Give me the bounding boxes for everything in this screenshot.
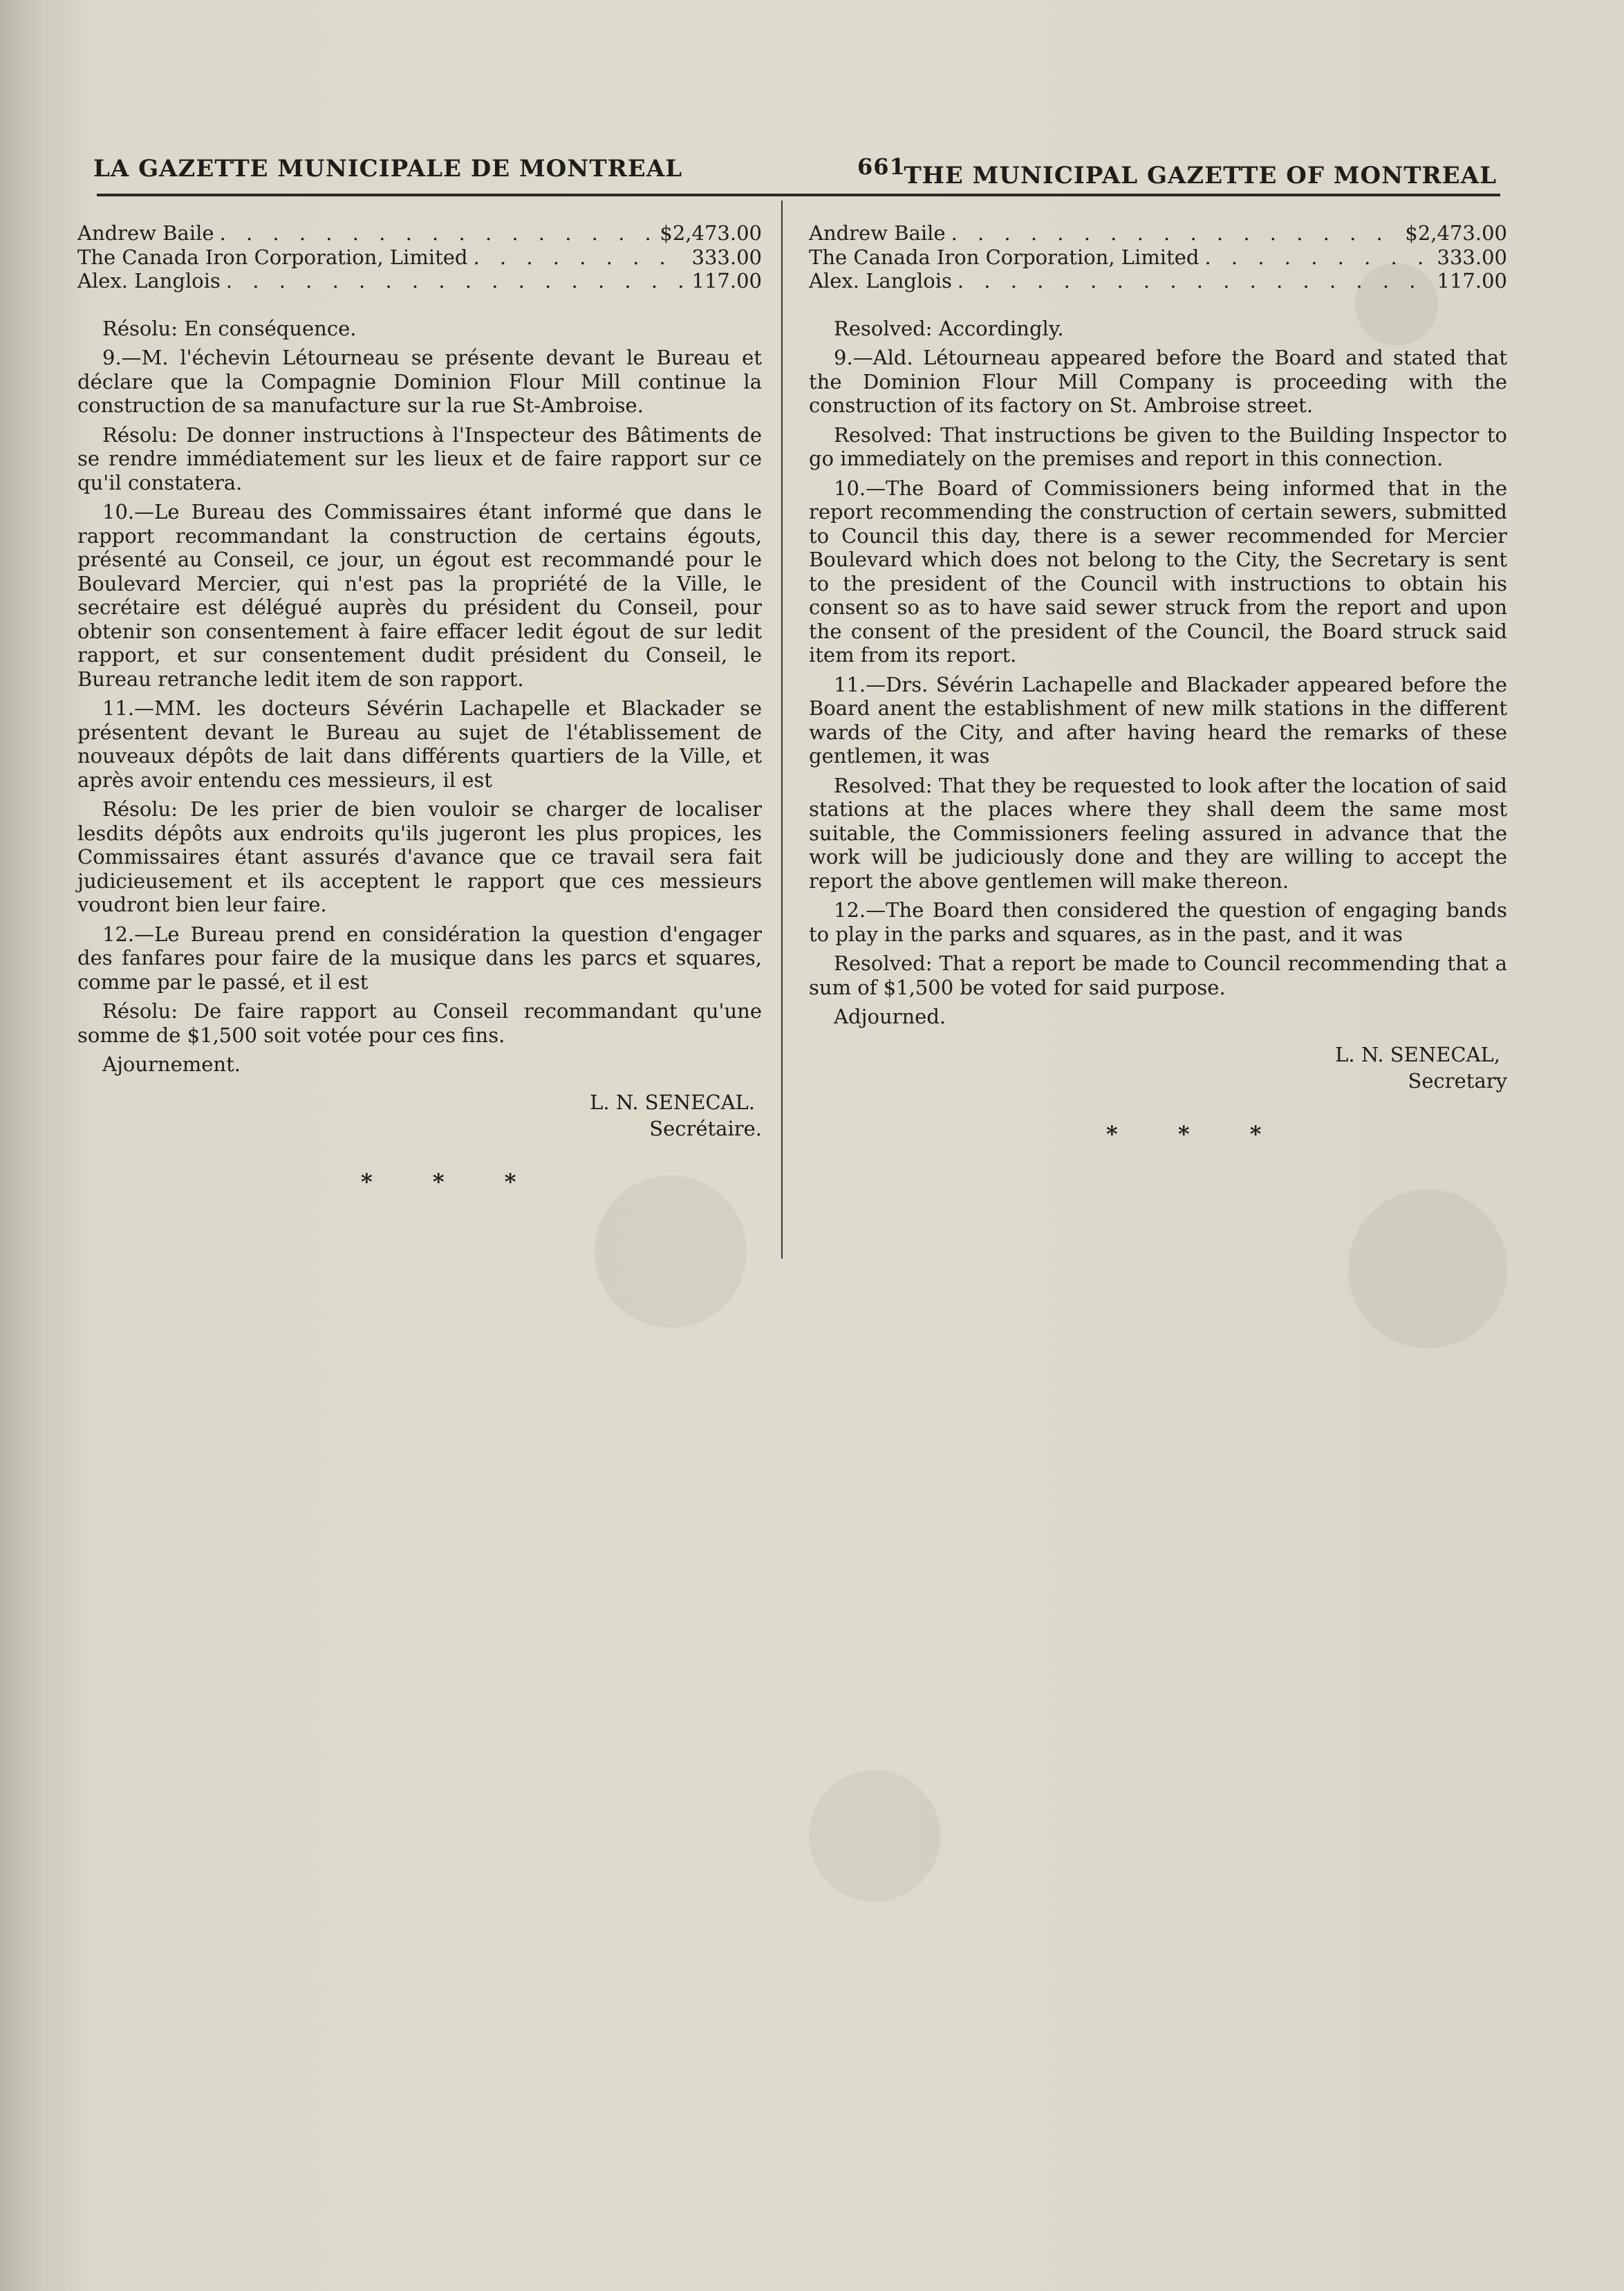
paragraph: 12.—Le Bureau prend en considération la question d'engager des fanfares pour faire de la musique dans les parcs et squares, comme par le passé, et il est xyxy=(77,922,762,994)
amount-row xyxy=(809,269,1507,293)
payee-name: Andrew Baile xyxy=(809,221,946,245)
section-separator: * * * xyxy=(361,1168,543,1195)
bleed-through-seal xyxy=(595,1176,747,1328)
paragraph: Resolved: That a report be made to Council recommending that a sum of $1,500 be voted for said purpose. xyxy=(809,952,1507,999)
section-separator: * * * xyxy=(1106,1120,1288,1147)
paragraph: Resolved: Accordingly. xyxy=(834,316,1064,340)
paragraph: Résolu: En conséquence. xyxy=(102,316,357,340)
amounts-list xyxy=(809,221,1507,293)
header-rule xyxy=(97,194,1500,196)
paragraph: Resolved: That instructions be given to the Building Inspector to go immediately on the premises and report in this connection. xyxy=(809,423,1507,470)
page-header xyxy=(93,147,1497,195)
paragraph: 10.—Le Bureau des Commissaires étant informé que dans le rapport recommandant la construction de certains égouts, présenté au Conseil, ce jour, un égout est recommandé pour le Boulevard Mercier, qui n'est pas la propriété de la Ville, le secrétaire est délégué auprès du président du Conseil, pour obtenir son consentement à faire effacer ledit égout de sur ledit rapport, et sur consentement dudit président du Conseil, le Bureau retranche ledit item de son rapport. xyxy=(77,500,762,691)
bleed-through-seal xyxy=(1348,1189,1507,1348)
payee-name: The Canada Iron Corporation, Limited xyxy=(77,245,468,269)
dot-leader xyxy=(951,221,1400,245)
signature-title: Secrétaire. xyxy=(649,1117,762,1140)
amount-row xyxy=(77,269,762,293)
amount-row xyxy=(77,245,762,270)
paragraph: Résolu: De faire rapport au Conseil recommandant qu'une somme de $1,500 soit votée pour ces fins. xyxy=(77,999,762,1047)
paragraph: 9.—M. l'échevin Létourneau se présente devant le Bureau et déclare que la Compagnie Dominion Flour Mill continue la construction de sa manufacture sur la rue St-Ambroise. xyxy=(77,346,762,417)
amount-row xyxy=(77,221,762,245)
payee-amount: $2,473.00 xyxy=(660,221,762,245)
dot-leader xyxy=(1204,245,1431,270)
payee-name: The Canada Iron Corporation, Limited xyxy=(809,245,1200,269)
dot-leader xyxy=(226,269,687,293)
english-column xyxy=(809,221,1507,1146)
header-title-english: THE MUNICIPAL GAZETTE OF MONTREAL xyxy=(904,162,1497,189)
column-divider xyxy=(781,201,783,1259)
bleed-through-seal xyxy=(809,1770,940,1902)
paragraph: Résolu: De donner instructions à l'Inspecteur des Bâtiments de se rendre immédiatement sur les lieux et de faire rapport sur ce qu'il constatera. xyxy=(77,423,762,494)
signature-block xyxy=(809,1043,1507,1093)
payee-name: Andrew Baile xyxy=(77,221,214,245)
dot-leader xyxy=(958,269,1432,293)
signature-block xyxy=(77,1091,762,1141)
signature-title: Secretary xyxy=(1408,1069,1507,1093)
paragraph: 10.—The Board of Commissioners being informed that in the report recommending the construction of certain sewers, submitted to Council this day, there is a sewer recommended for Mercier Boulevard which does not belong to the City, the Secretary is sent to the president of the Council with instructions to obtain his consent so as to have said sewer struck from the report and upon the consent of the president of the Council, the Board struck said item from its report. xyxy=(809,476,1507,667)
paragraph: 12.—The Board then considered the question of engaging bands to play in the parks and squares, as in the past, and it was xyxy=(809,898,1507,946)
paragraph: Résolu: De les prier de bien vouloir se charger de localiser lesdits dépôts aux endroits qu'ils jugeront les plus propices, les Commissaires étant assurés d'avance que ce travail sera fait judicieusement et ils acceptent le rapport que ces messieurs voudront bien leur faire. xyxy=(77,797,762,916)
payee-name: Alex. Langlois xyxy=(77,269,221,293)
payee-amount: 333.00 xyxy=(691,245,762,269)
paragraph: 11.—MM. les docteurs Sévérin Lachapelle et Blackader se présentent devant le Bureau au sujet de l'établissement de nouveaux dépôts de lait dans différents quartiers de la Ville, et après avoir entendu ces messieurs, il est xyxy=(77,696,762,792)
signature-name: L. N. SENECAL. xyxy=(590,1090,755,1114)
amounts-list xyxy=(77,221,762,293)
adjourned-note: Adjourned. xyxy=(834,1005,946,1028)
payee-amount: 117.00 xyxy=(1437,269,1507,293)
amount-row xyxy=(809,245,1507,270)
paragraph: 11.—Drs. Sévérin Lachapelle and Blackader appeared before the Board anent the establishment of new milk stations in the different wards of the City, and after having heard the remarks of these gentlemen, it was xyxy=(809,672,1507,768)
dot-leader xyxy=(473,245,686,270)
header-title-french: LA GAZETTE MUNICIPALE DE MONTREAL xyxy=(93,155,683,183)
payee-amount: 117.00 xyxy=(691,269,762,293)
paragraph: Resolved: That they be requested to look after the location of said stations at the places where they shall deem the same most suitable, the Commissioners feeling assured in advance that the work will be judiciously done and they are willing to accept the report the above gentlemen will make thereon. xyxy=(809,773,1507,893)
payee-name: Alex. Langlois xyxy=(809,269,952,293)
signature-name: L. N. SENECAL, xyxy=(1335,1042,1500,1066)
payee-amount: $2,473.00 xyxy=(1405,221,1507,245)
page-number: 661 xyxy=(857,154,906,180)
payee-amount: 333.00 xyxy=(1437,245,1507,269)
dot-leader xyxy=(220,221,655,245)
paragraph: 9.—Ald. Létourneau appeared before the Board and stated that the Dominion Flour Mill Company is proceeding with the construction of its factory on St. Ambroise street. xyxy=(809,346,1507,417)
french-column xyxy=(77,221,762,1194)
adjourned-note: Ajournement. xyxy=(102,1052,241,1076)
amount-row xyxy=(809,221,1507,245)
